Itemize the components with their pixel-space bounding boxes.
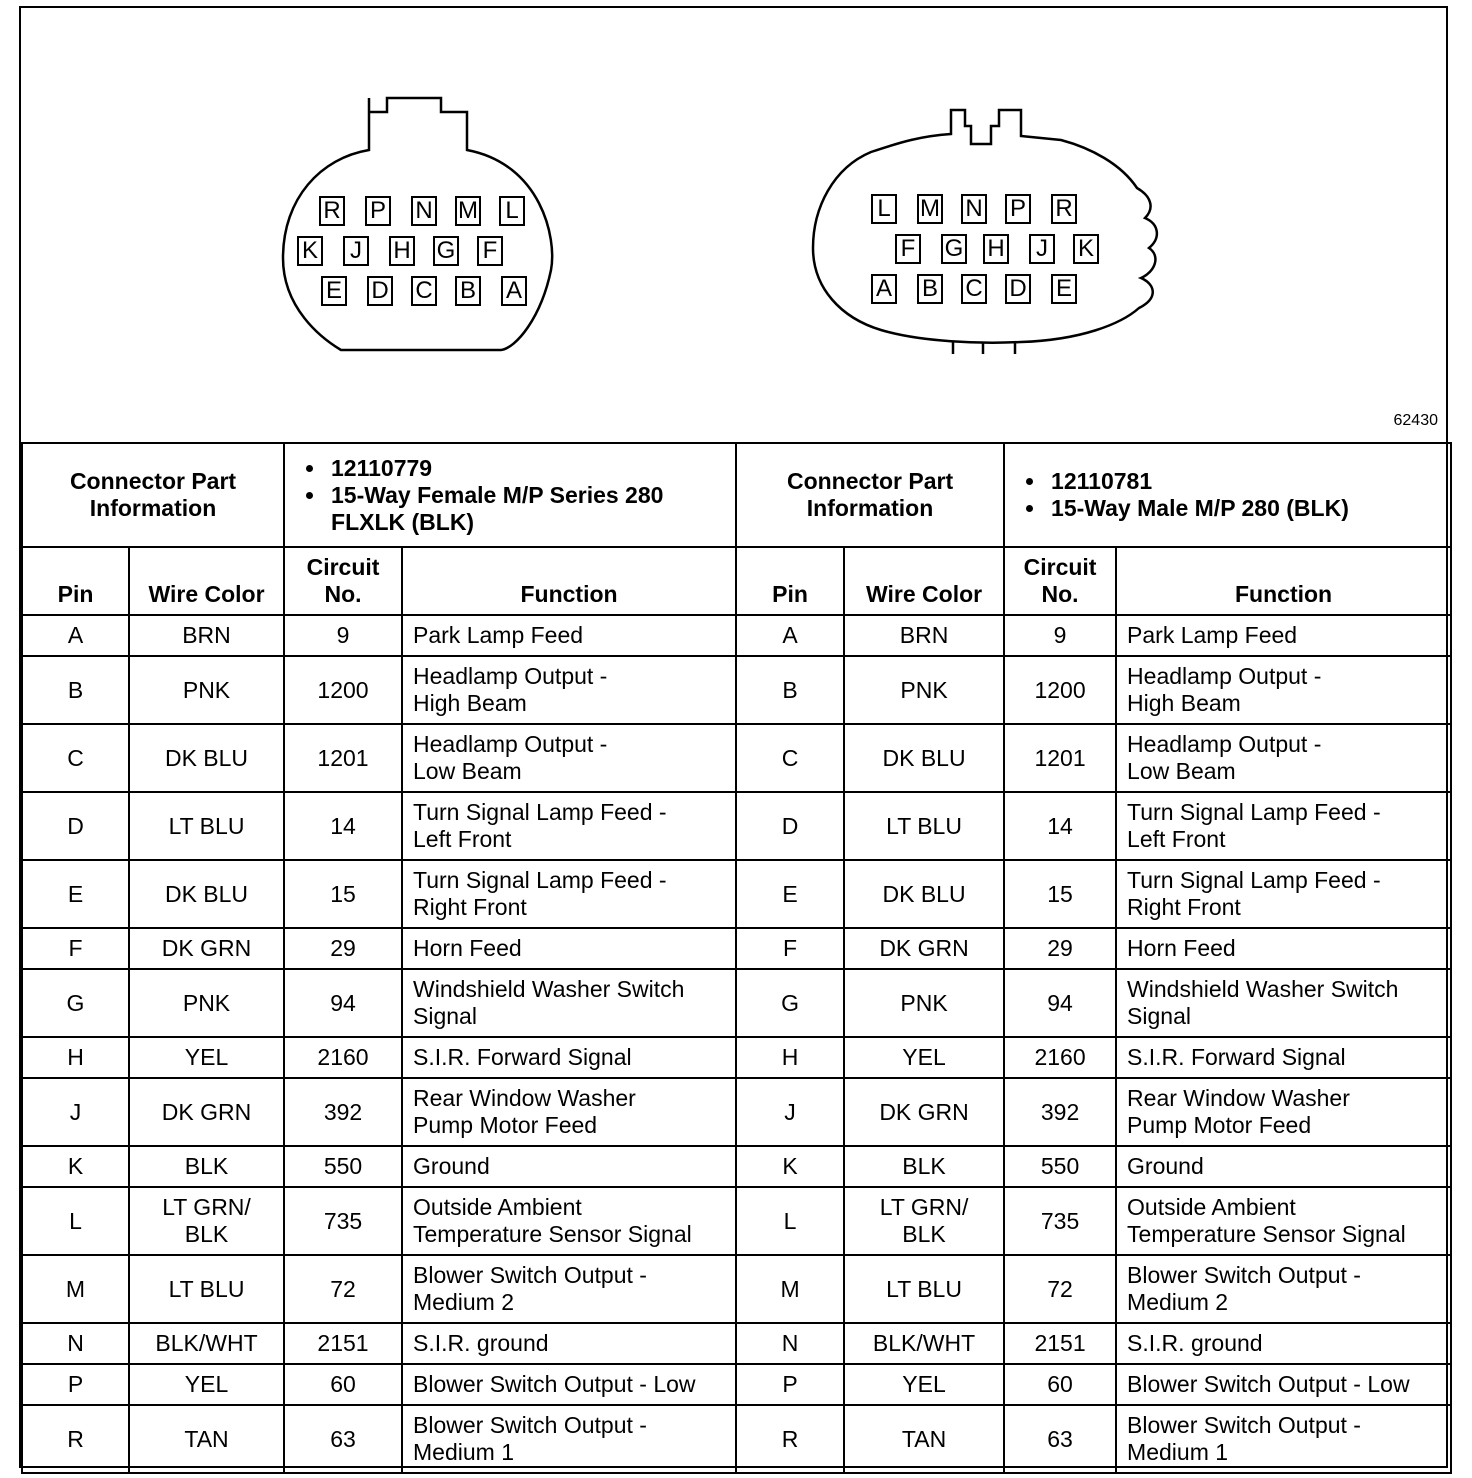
right-cavity-G: G xyxy=(941,234,967,264)
right-pin: D xyxy=(736,792,844,860)
left-wire-color: DK GRN xyxy=(129,928,284,969)
right-function: Outside Ambient Temperature Sensor Signal xyxy=(1116,1187,1451,1255)
left-circuit: 72 xyxy=(284,1255,402,1323)
left-pin: M xyxy=(22,1255,129,1323)
right-pin: L xyxy=(736,1187,844,1255)
left-wire-color: LT BLU xyxy=(129,1255,284,1323)
right-function: Turn Signal Lamp Feed - Right Front xyxy=(1116,860,1451,928)
right-circuit: 14 xyxy=(1004,792,1116,860)
left-pin: L xyxy=(22,1187,129,1255)
table-row xyxy=(22,1037,1451,1078)
right-circuit: 72 xyxy=(1004,1255,1116,1323)
right-function: Blower Switch Output - Medium 2 xyxy=(1116,1255,1451,1323)
left-pin: G xyxy=(22,969,129,1037)
right-wire-color: LT BLU xyxy=(844,792,1004,860)
right-function: Headlamp Output - High Beam xyxy=(1116,656,1451,724)
left-function: Blower Switch Output - Medium 1 xyxy=(402,1405,736,1473)
left-cavity-B: B xyxy=(455,276,481,306)
right-pin: G xyxy=(736,969,844,1037)
left-cavity-N: N xyxy=(411,196,437,226)
left-circuit: 1200 xyxy=(284,656,402,724)
left-cavity-K: K xyxy=(297,236,323,266)
table-row xyxy=(22,1187,1451,1255)
right-cavity-P: P xyxy=(1005,194,1031,224)
left-wire-color: PNK xyxy=(129,656,284,724)
right-circuit: 1200 xyxy=(1004,656,1116,724)
table-row xyxy=(22,969,1451,1037)
right-circuit: 9 xyxy=(1004,615,1116,656)
right-circuit: 2151 xyxy=(1004,1323,1116,1364)
left-wire-color: YEL xyxy=(129,1037,284,1078)
left-function: Turn Signal Lamp Feed - Right Front xyxy=(402,860,736,928)
right-pin: A xyxy=(736,615,844,656)
left-cavity-D: D xyxy=(367,276,393,306)
left-circuit: 9 xyxy=(284,615,402,656)
right-cavity-C: C xyxy=(961,274,987,304)
right-pin: B xyxy=(736,656,844,724)
left-wire-color: DK GRN xyxy=(129,1078,284,1146)
right-cavity-B: B xyxy=(917,274,943,304)
left-circuit: 15 xyxy=(284,860,402,928)
left-cavity-C: C xyxy=(411,276,437,306)
table-row xyxy=(22,928,1451,969)
right-cavity-A: A xyxy=(871,274,897,304)
right-wire-color: YEL xyxy=(844,1037,1004,1078)
left-cavity-A: A xyxy=(501,276,527,306)
right-wire-color: DK BLU xyxy=(844,724,1004,792)
left-function: Rear Window Washer Pump Motor Feed xyxy=(402,1078,736,1146)
right-function: Turn Signal Lamp Feed - Left Front xyxy=(1116,792,1451,860)
left-pin: P xyxy=(22,1364,129,1405)
table-row xyxy=(22,1364,1451,1405)
left-cavity-E: E xyxy=(321,276,347,306)
left-circuit: 60 xyxy=(284,1364,402,1405)
left-cavity-R: R xyxy=(319,196,345,226)
right-function: S.I.R. Forward Signal xyxy=(1116,1037,1451,1078)
left-function: S.I.R. ground xyxy=(402,1323,736,1364)
left-wire-color: PNK xyxy=(129,969,284,1037)
table-row xyxy=(22,1255,1451,1323)
left-circuit: 550 xyxy=(284,1146,402,1187)
right-wire-color: DK BLU xyxy=(844,860,1004,928)
left-pin: N xyxy=(22,1323,129,1364)
right-circuit: 29 xyxy=(1004,928,1116,969)
right-function: Blower Switch Output - Low xyxy=(1116,1364,1451,1405)
table-row xyxy=(22,792,1451,860)
left-pin: R xyxy=(22,1405,129,1473)
right-wire-color: DK GRN xyxy=(844,928,1004,969)
left-circuit: 2160 xyxy=(284,1037,402,1078)
right-pin: H xyxy=(736,1037,844,1078)
right-wire-color: BLK/WHT xyxy=(844,1323,1004,1364)
right-pin: J xyxy=(736,1078,844,1146)
right-cavity-R: R xyxy=(1051,194,1077,224)
left-pin: J xyxy=(22,1078,129,1146)
left-wire-color: DK BLU xyxy=(129,860,284,928)
connector-sheet xyxy=(19,6,1448,1468)
right-col-pin: Pin xyxy=(736,547,844,615)
right-circuit: 15 xyxy=(1004,860,1116,928)
right-col-function: Function xyxy=(1116,547,1451,615)
right-cavity-F: F xyxy=(895,234,921,264)
left-part-description: • 15-Way Female M/P Series 280 FLXLK (BLK) xyxy=(327,482,725,536)
right-pin: C xyxy=(736,724,844,792)
table-row xyxy=(22,1146,1451,1187)
pinout-table xyxy=(21,442,1452,1474)
left-pin: K xyxy=(22,1146,129,1187)
right-cavity-L: L xyxy=(871,194,897,224)
right-circuit: 2160 xyxy=(1004,1037,1116,1078)
left-circuit: 94 xyxy=(284,969,402,1037)
left-function: Horn Feed xyxy=(402,928,736,969)
right-col-wire-color: Wire Color xyxy=(844,547,1004,615)
table-row xyxy=(22,615,1451,656)
right-circuit: 392 xyxy=(1004,1078,1116,1146)
right-cavity-H: H xyxy=(983,234,1009,264)
left-pin: B xyxy=(22,656,129,724)
connector-outlines xyxy=(21,8,1450,444)
right-function: Headlamp Output - Low Beam xyxy=(1116,724,1451,792)
right-function: Blower Switch Output - Medium 1 xyxy=(1116,1405,1451,1473)
left-function: Turn Signal Lamp Feed - Left Front xyxy=(402,792,736,860)
left-part-info-label: Connector Part Information xyxy=(22,443,284,547)
left-circuit: 1201 xyxy=(284,724,402,792)
left-wire-color: LT GRN/ BLK xyxy=(129,1187,284,1255)
right-wire-color: PNK xyxy=(844,969,1004,1037)
right-wire-color: YEL xyxy=(844,1364,1004,1405)
right-pin: N xyxy=(736,1323,844,1364)
right-pin: R xyxy=(736,1405,844,1473)
right-function: Horn Feed xyxy=(1116,928,1451,969)
left-cavity-G: G xyxy=(433,236,459,266)
left-function: Park Lamp Feed xyxy=(402,615,736,656)
right-pin: M xyxy=(736,1255,844,1323)
right-pin: F xyxy=(736,928,844,969)
left-wire-color: BLK xyxy=(129,1146,284,1187)
right-cavity-D: D xyxy=(1005,274,1031,304)
left-col-circuit: Circuit No. xyxy=(284,547,402,615)
left-circuit: 14 xyxy=(284,792,402,860)
left-cavity-H: H xyxy=(389,236,415,266)
table-row xyxy=(22,724,1451,792)
right-function: Rear Window Washer Pump Motor Feed xyxy=(1116,1078,1451,1146)
left-function: Blower Switch Output - Medium 2 xyxy=(402,1255,736,1323)
right-part-description: • 15-Way Male M/P 280 (BLK) xyxy=(1047,495,1440,522)
column-header-row xyxy=(22,547,1451,615)
left-circuit: 2151 xyxy=(284,1323,402,1364)
left-function: Headlamp Output - High Beam xyxy=(402,656,736,724)
left-wire-color: DK BLU xyxy=(129,724,284,792)
right-cavity-E: E xyxy=(1051,274,1077,304)
table-row xyxy=(22,860,1451,928)
table-row xyxy=(22,1323,1451,1364)
table-row xyxy=(22,1078,1451,1146)
right-circuit: 63 xyxy=(1004,1405,1116,1473)
right-function: S.I.R. ground xyxy=(1116,1323,1451,1364)
left-pin: E xyxy=(22,860,129,928)
right-col-circuit: Circuit No. xyxy=(1004,547,1116,615)
right-pin: P xyxy=(736,1364,844,1405)
left-col-wire-color: Wire Color xyxy=(129,547,284,615)
right-pin: K xyxy=(736,1146,844,1187)
left-wire-color: BLK/WHT xyxy=(129,1323,284,1364)
left-wire-color: BRN xyxy=(129,615,284,656)
left-cavity-M: M xyxy=(455,196,481,226)
left-wire-color: TAN xyxy=(129,1405,284,1473)
right-cavity-K: K xyxy=(1073,234,1099,264)
left-col-function: Function xyxy=(402,547,736,615)
right-circuit: 735 xyxy=(1004,1187,1116,1255)
right-part-info-label: Connector Part Information xyxy=(736,443,1004,547)
left-wire-color: YEL xyxy=(129,1364,284,1405)
left-function: Headlamp Output - Low Beam xyxy=(402,724,736,792)
left-circuit: 29 xyxy=(284,928,402,969)
left-function: Outside Ambient Temperature Sensor Signal xyxy=(402,1187,736,1255)
left-function: Ground xyxy=(402,1146,736,1187)
left-part-info xyxy=(284,443,736,547)
left-circuit: 735 xyxy=(284,1187,402,1255)
right-wire-color: LT GRN/ BLK xyxy=(844,1187,1004,1255)
right-part-info xyxy=(1004,443,1451,547)
right-wire-color: LT BLU xyxy=(844,1255,1004,1323)
right-circuit: 94 xyxy=(1004,969,1116,1037)
right-function: Ground xyxy=(1116,1146,1451,1187)
pin-rows xyxy=(22,615,1451,1473)
left-pin: C xyxy=(22,724,129,792)
figure-number: 62430 xyxy=(1393,412,1438,429)
table-row xyxy=(22,656,1451,724)
right-function: Windshield Washer Switch Signal xyxy=(1116,969,1451,1037)
right-circuit: 1201 xyxy=(1004,724,1116,792)
right-function: Park Lamp Feed xyxy=(1116,615,1451,656)
right-wire-color: BLK xyxy=(844,1146,1004,1187)
left-circuit: 392 xyxy=(284,1078,402,1146)
right-cavity-M: M xyxy=(917,194,943,224)
right-wire-color: BRN xyxy=(844,615,1004,656)
left-function: Blower Switch Output - Low xyxy=(402,1364,736,1405)
right-cavity-J: J xyxy=(1029,234,1055,264)
left-part-number: • 12110779 xyxy=(327,455,725,482)
right-cavity-N: N xyxy=(961,194,987,224)
right-wire-color: PNK xyxy=(844,656,1004,724)
left-function: Windshield Washer Switch Signal xyxy=(402,969,736,1037)
right-connector-outline xyxy=(813,110,1157,343)
right-wire-color: DK GRN xyxy=(844,1078,1004,1146)
left-col-pin: Pin xyxy=(22,547,129,615)
left-cavity-L: L xyxy=(499,196,525,226)
part-info-row xyxy=(22,443,1451,547)
table-row xyxy=(22,1405,1451,1473)
right-circuit: 550 xyxy=(1004,1146,1116,1187)
right-pin: E xyxy=(736,860,844,928)
left-pin: F xyxy=(22,928,129,969)
left-function: S.I.R. Forward Signal xyxy=(402,1037,736,1078)
left-pin: D xyxy=(22,792,129,860)
left-cavity-J: J xyxy=(343,236,369,266)
right-circuit: 60 xyxy=(1004,1364,1116,1405)
left-pin: A xyxy=(22,615,129,656)
left-wire-color: LT BLU xyxy=(129,792,284,860)
left-cavity-P: P xyxy=(365,196,391,226)
left-cavity-F: F xyxy=(477,236,503,266)
connector-diagram xyxy=(21,8,1450,444)
left-circuit: 63 xyxy=(284,1405,402,1473)
right-part-number: • 12110781 xyxy=(1047,468,1440,495)
left-pin: H xyxy=(22,1037,129,1078)
right-wire-color: TAN xyxy=(844,1405,1004,1473)
